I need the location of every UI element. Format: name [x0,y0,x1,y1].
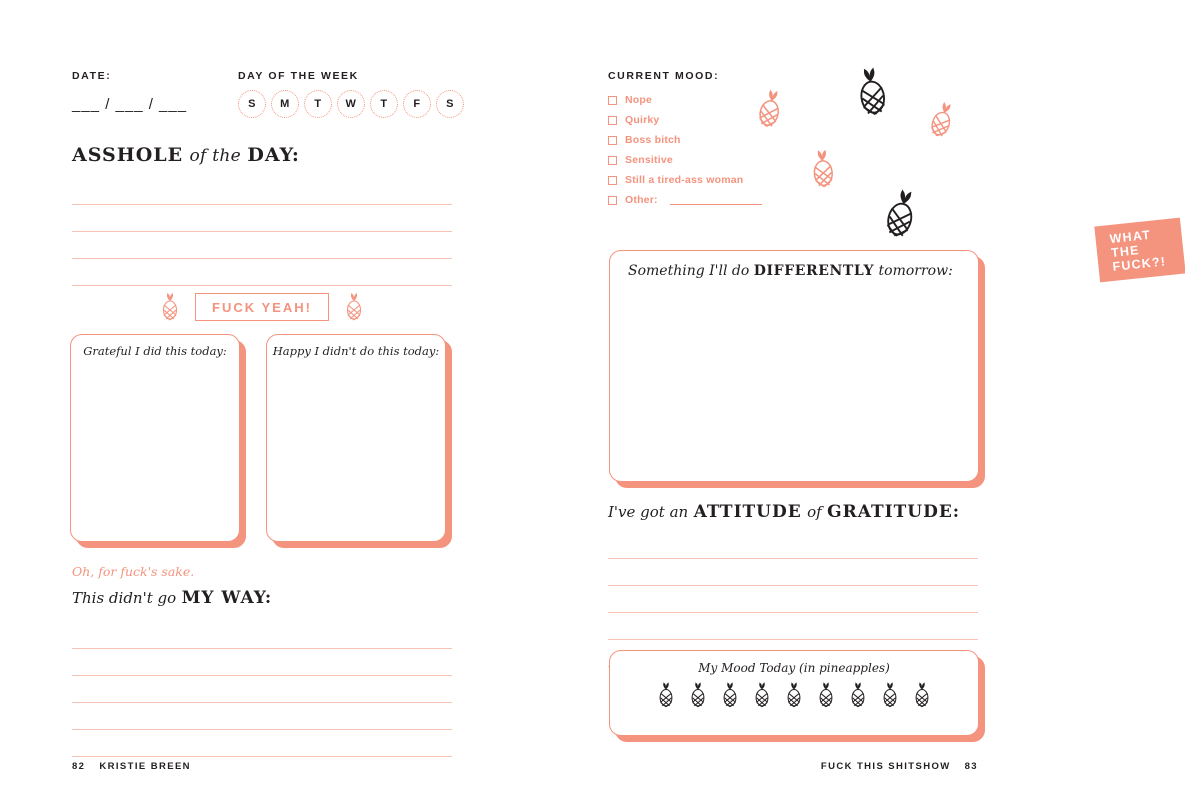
pineapple-icon[interactable] [752,681,772,709]
writing-line[interactable] [608,559,978,586]
differently-script2: tomorrow: [878,263,953,279]
attitude-of-gratitude-heading [608,502,960,522]
writing-line[interactable] [72,703,452,730]
attitude-script: I've got an [608,503,689,521]
pineapple-icon[interactable] [656,681,676,709]
writing-line[interactable] [72,622,452,649]
attitude-bold1: ATTITUDE [693,502,802,522]
right-page-number: 83 [964,761,978,772]
writing-line[interactable] [72,178,452,205]
date-blanks-field[interactable]: ___ / ___ / ___ [72,96,188,113]
asshole-of-the-day-heading [72,144,300,166]
mood-option-sensitive[interactable] [608,150,762,170]
day-circle-thursday[interactable]: T [370,90,398,118]
happy-card[interactable] [266,334,446,542]
writing-line[interactable] [72,649,452,676]
mood-other-input[interactable] [670,195,762,205]
mood-pineapples-title: My Mood Today (in pineapples) [698,661,890,675]
current-mood-checklist[interactable] [608,90,762,210]
differently-bold: DIFFERENTLY [753,263,875,279]
day-circle-saturday[interactable]: S [436,90,464,118]
pineapple-icon [876,184,925,244]
mood-option-other[interactable] [608,190,762,210]
asshole-writing-lines[interactable] [72,178,452,286]
fuck-yeah-banner-row [72,292,452,322]
day-of-week-selector[interactable] [238,90,464,118]
mood-option-label: Sensitive [625,154,673,166]
mood-pineapples-card[interactable] [609,650,979,736]
left-page-number: 82 [72,761,86,772]
writing-line[interactable] [608,586,978,613]
checkbox-icon[interactable] [608,136,617,145]
asshole-heading-word1: ASSHOLE [72,144,184,166]
left-footer [72,761,191,772]
day-of-week-label: DAY OF THE WEEK [238,70,359,82]
writing-line[interactable] [608,532,978,559]
mood-pineapple-rating[interactable] [610,681,978,709]
writing-line[interactable] [72,259,452,286]
left-page [0,0,525,800]
checkbox-icon[interactable] [608,156,617,165]
differently-card[interactable] [609,250,979,482]
writing-line[interactable] [72,232,452,259]
pineapple-icon[interactable] [912,681,932,709]
fuck-yeah-badge: FUCK YEAH! [195,293,329,321]
pineapple-icon [923,97,962,144]
book-title: FUCK THIS SHITSHOW [820,761,951,772]
day-circle-tuesday[interactable]: T [304,90,332,118]
mood-option-nope[interactable] [608,90,762,110]
writing-line[interactable] [72,676,452,703]
mood-option-quirky[interactable] [608,110,762,130]
day-circle-monday[interactable]: M [271,90,299,118]
pineapple-icon [850,64,895,121]
mood-option-label: Nope [625,94,653,106]
mood-option-boss-bitch[interactable] [608,130,762,150]
checkbox-icon[interactable] [608,196,617,205]
mood-option-label: Quirky [625,114,660,126]
right-page [525,0,1167,800]
differently-card-title [628,263,953,279]
checkbox-icon[interactable] [608,176,617,185]
mood-option-tired-ass-woman[interactable] [608,170,762,190]
mood-option-label: Still a tired-ass woman [625,174,744,186]
pineapple-icon[interactable] [848,681,868,709]
pineapple-icon[interactable] [880,681,900,709]
happy-card-title: Happy I didn't do this today: [272,344,440,358]
my-way-heading [72,588,272,608]
day-circle-sunday[interactable]: S [238,90,266,118]
writing-line[interactable] [72,205,452,232]
asshole-heading-word3: DAY: [247,144,300,166]
pineapple-icon[interactable] [784,681,804,709]
checkbox-icon[interactable] [608,96,617,105]
writing-line[interactable] [608,613,978,640]
my-way-writing-lines[interactable] [72,622,452,757]
day-circle-friday[interactable]: F [403,90,431,118]
pineapple-icon[interactable] [720,681,740,709]
author-name: KRISTIE BREEN [99,761,191,772]
oh-for-fucks-sake-note: Oh, for fuck's sake. [72,564,195,579]
day-circle-wednesday[interactable]: W [337,90,365,118]
attitude-writing-lines[interactable] [608,532,978,667]
pineapple-icon[interactable] [688,681,708,709]
grateful-card-title: Grateful I did this today: [83,344,227,358]
pineapple-icon[interactable] [816,681,836,709]
date-label: DATE: [72,70,112,82]
checkbox-icon[interactable] [608,116,617,125]
right-footer [821,761,978,772]
my-way-script: This didn't go [72,589,177,607]
writing-line[interactable] [72,730,452,757]
pineapple-icon [343,292,365,322]
attitude-bold2: GRATITUDE: [827,502,961,522]
asshole-heading-word2: of the [189,146,242,166]
differently-script1: Something I'll do [628,263,750,279]
what-the-fuck-banner: WHAT THE FUCK?! [1094,218,1185,283]
pineapple-icon [159,292,181,322]
current-mood-label: CURRENT MOOD: [608,70,720,82]
attitude-of: of [807,503,822,521]
grateful-card[interactable] [70,334,240,542]
pineapple-icon [807,147,840,191]
mood-option-label: Boss bitch [625,134,681,146]
my-way-bold: MY WAY: [181,588,273,608]
mood-option-label: Other: [625,194,658,206]
